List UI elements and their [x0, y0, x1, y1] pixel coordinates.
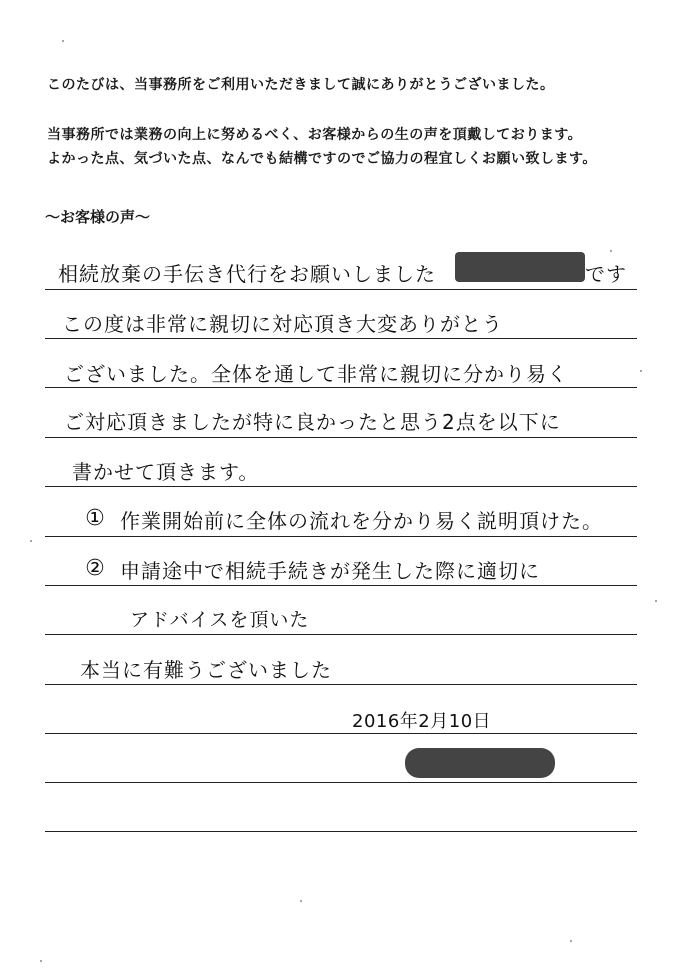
handwritten-line-3: ございました。全体を通して非常に親切に分かり易く	[64, 362, 568, 386]
ruled-line	[45, 585, 637, 586]
handwritten-closing: 本当に有難うございました	[80, 658, 332, 682]
ruled-line	[45, 338, 637, 339]
item-1-number: ①	[85, 506, 105, 531]
handwritten-line-5: 書かせて頂きます。	[72, 460, 260, 484]
item-2-number: ②	[85, 556, 105, 581]
scan-speck	[570, 940, 572, 942]
redacted-signature	[405, 748, 555, 778]
handwritten-line-4: ご対応頂きましたが特に良かったと思う2点を以下に	[64, 410, 561, 434]
request-line-2: よかった点、気づいた点、なんでも結構ですのでご協力の程宜しくお願い致します。	[47, 151, 597, 167]
request-line-1: 当事務所では業務の向上に努めるべく、お客様からの生の声を頂戴しております。	[47, 127, 583, 143]
scan-speck	[610, 250, 612, 252]
ruled-line	[45, 684, 637, 685]
handwritten-item-2: 申請途中で相続手続きが発生した際に適切に	[120, 559, 540, 583]
ruled-line	[45, 782, 637, 783]
ruled-line	[45, 634, 637, 635]
handwritten-item-1: 作業開始前に全体の流れを分かり易く説明頂けた。	[120, 509, 603, 533]
thanks-line: このたびは、当事務所をご利用いただきまして誠にありがとうございました。	[47, 77, 555, 93]
redacted-name	[455, 252, 585, 282]
scan-speck	[300, 900, 302, 902]
handwritten-line-1: 相続放棄の手伝き代行をお願いしました	[58, 262, 436, 286]
ruled-line	[45, 289, 637, 290]
ruled-line	[45, 733, 637, 734]
scan-speck	[62, 40, 64, 42]
section-title: 〜お客様の声〜	[45, 208, 151, 226]
scan-speck	[40, 960, 42, 962]
ruled-line	[45, 831, 637, 832]
scan-speck	[640, 370, 642, 372]
ruled-line	[45, 437, 637, 438]
scan-speck	[655, 600, 657, 602]
scan-speck	[30, 540, 32, 542]
handwritten-item-2-cont: アドバイスを頂いた	[130, 609, 310, 631]
ruled-line	[45, 536, 637, 537]
handwritten-line-1-end: です	[585, 262, 627, 286]
handwritten-date: 2016年2月10日	[352, 711, 492, 732]
ruled-line	[45, 387, 637, 388]
handwritten-line-2: この度は非常に親切に対応頂き大変ありがとう	[62, 312, 503, 336]
ruled-line	[45, 486, 637, 487]
